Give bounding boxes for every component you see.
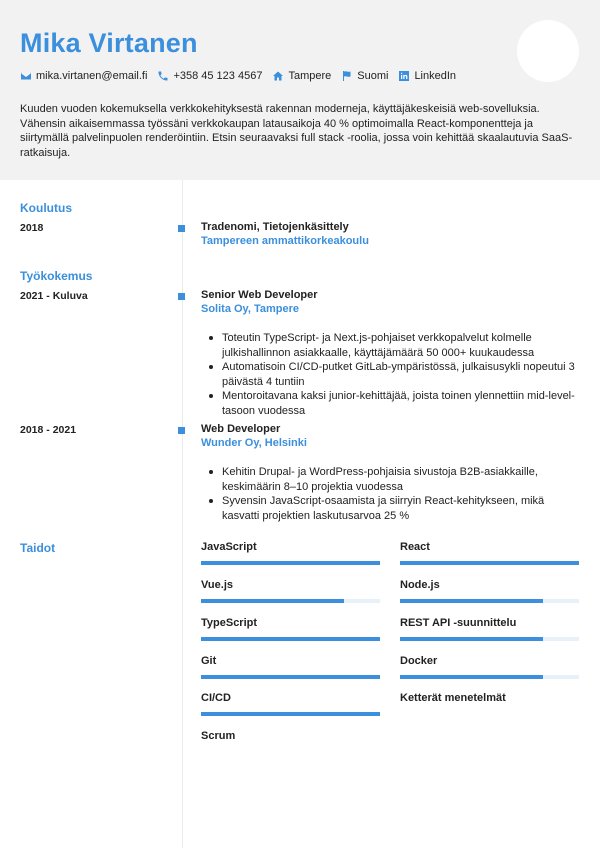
section-title-skills: Taidot [20, 541, 56, 555]
skill-level-fill [400, 675, 543, 679]
skill-item [201, 541, 380, 565]
job-date: 2018 - 2021 [20, 424, 77, 436]
skill-name: Ketterät menetelmät [400, 692, 506, 704]
contact-phone[interactable] [157, 70, 262, 82]
contact-city-text: Tampere [288, 70, 332, 82]
list-item: Toteutin TypeScript- ja Next.js-pohjaiset verkkopalvelut kolmelle julkishallinnon asiakkaalle, käyttäjämäärä 50 000+ kuukaudessa [222, 331, 580, 360]
profile-photo [517, 20, 579, 82]
list-item: Mentoroitavana kaksi junior-kehittäjää, joista toinen ylennettiin mid-level-tasoon vuodessa [222, 389, 580, 418]
contact-country [341, 70, 388, 82]
candidate-name: Mika Virtanen [20, 28, 198, 58]
skill-level-fill [400, 599, 543, 603]
job-title: Web Developer [201, 423, 281, 435]
skill-level-bar [201, 637, 380, 641]
contact-email[interactable] [20, 70, 147, 82]
job-company: Solita Oy, Tampere [201, 303, 300, 315]
skill-item [201, 692, 380, 716]
skill-name: Vue.js [201, 579, 233, 591]
education-date: 2018 [20, 222, 44, 234]
skill-item [400, 692, 579, 706]
contact-linkedin[interactable] [398, 70, 456, 82]
skill-name: Docker [400, 655, 438, 667]
job-date: 2021 - Kuluva [20, 290, 88, 302]
contact-phone-text: +358 45 123 4567 [173, 70, 263, 82]
skill-name: REST API -suunnittelu [400, 617, 517, 629]
timeline-marker [178, 225, 185, 232]
skill-item [400, 617, 579, 641]
job-achievements [222, 465, 580, 523]
contact-country-text: Suomi [357, 70, 389, 82]
skill-name: Scrum [201, 730, 236, 742]
skill-name: Node.js [400, 579, 440, 591]
section-title-experience: Työkokemus [20, 269, 93, 283]
skill-item [201, 617, 380, 641]
contact-email-text: mika.virtanen@email.fi [36, 70, 148, 82]
skill-name: CI/CD [201, 692, 231, 704]
skill-level-fill [201, 599, 344, 603]
skill-level-fill [201, 561, 380, 565]
skill-level-fill [201, 712, 380, 716]
job-company: Wunder Oy, Helsinki [201, 437, 307, 449]
skill-level-bar [201, 599, 380, 603]
skill-name: JavaScript [201, 541, 257, 553]
contact-row [20, 68, 466, 84]
list-item: Automatisoin CI/CD-putket GitLab-ympäristössä, julkaisusykli nopeutui 3 päivästä 4 tuntiin [222, 360, 580, 389]
timeline-divider [182, 180, 183, 848]
skill-level-bar [201, 675, 380, 679]
skill-item [201, 730, 380, 744]
envelope-icon [20, 70, 32, 82]
skill-item [201, 655, 380, 679]
linkedin-icon [398, 70, 410, 82]
skill-level-bar [400, 561, 579, 565]
header [0, 0, 600, 180]
job-achievements [222, 331, 580, 418]
skill-name: Git [201, 655, 217, 667]
skill-level-bar [400, 599, 579, 603]
skill-item [400, 579, 579, 603]
contact-city [272, 70, 331, 82]
flag-icon [341, 70, 353, 82]
education-school: Tampereen ammattikorkeakoulu [201, 235, 369, 247]
profile-summary: Kuuden vuoden kokemuksella verkkokehityksestä rakennan moderneja, käyttäjäkeskeisiä web-sovelluksia. Vähensin aikaisemmassa työssäni verkkokaupan latausaikoja 40 % optimoimalla React-komponentteja ja siirtymällä palvelinpuolen renderöintiin. Etsin seuraavaksi full stack -roolia, jossa voin kehittää skaalautuvia SaaS-ratkaisuja. [20, 103, 573, 159]
skill-name: TypeScript [201, 617, 258, 629]
skill-item [400, 655, 579, 679]
skill-level-fill [400, 637, 543, 641]
timeline-marker [178, 427, 185, 434]
education-degree: Tradenomi, Tietojenkäsittely [201, 221, 349, 233]
skill-level-bar [201, 712, 380, 716]
home-icon [272, 70, 284, 82]
skill-level-bar [400, 637, 579, 641]
list-item: Kehitin Drupal- ja WordPress-pohjaisia sivustoja B2B-asiakkaille, keskimäärin 8–10 projektia vuodessa [222, 465, 580, 494]
skill-level-bar [201, 561, 380, 565]
contact-linkedin-text: LinkedIn [414, 70, 457, 82]
job-title: Senior Web Developer [201, 289, 318, 301]
skill-level-fill [201, 637, 380, 641]
skill-item [201, 579, 380, 603]
phone-icon [157, 70, 169, 82]
skill-item [400, 541, 579, 565]
timeline-marker [178, 293, 185, 300]
skill-name: React [400, 541, 430, 553]
list-item: Syvensin JavaScript-osaamista ja siirryin React-kehitykseen, mikä kasvatti projektien laskutusarvoa 25 % [222, 494, 580, 523]
skill-level-bar [400, 675, 579, 679]
skill-level-fill [201, 675, 380, 679]
skill-level-fill [400, 561, 579, 565]
section-title-education: Koulutus [20, 201, 72, 215]
